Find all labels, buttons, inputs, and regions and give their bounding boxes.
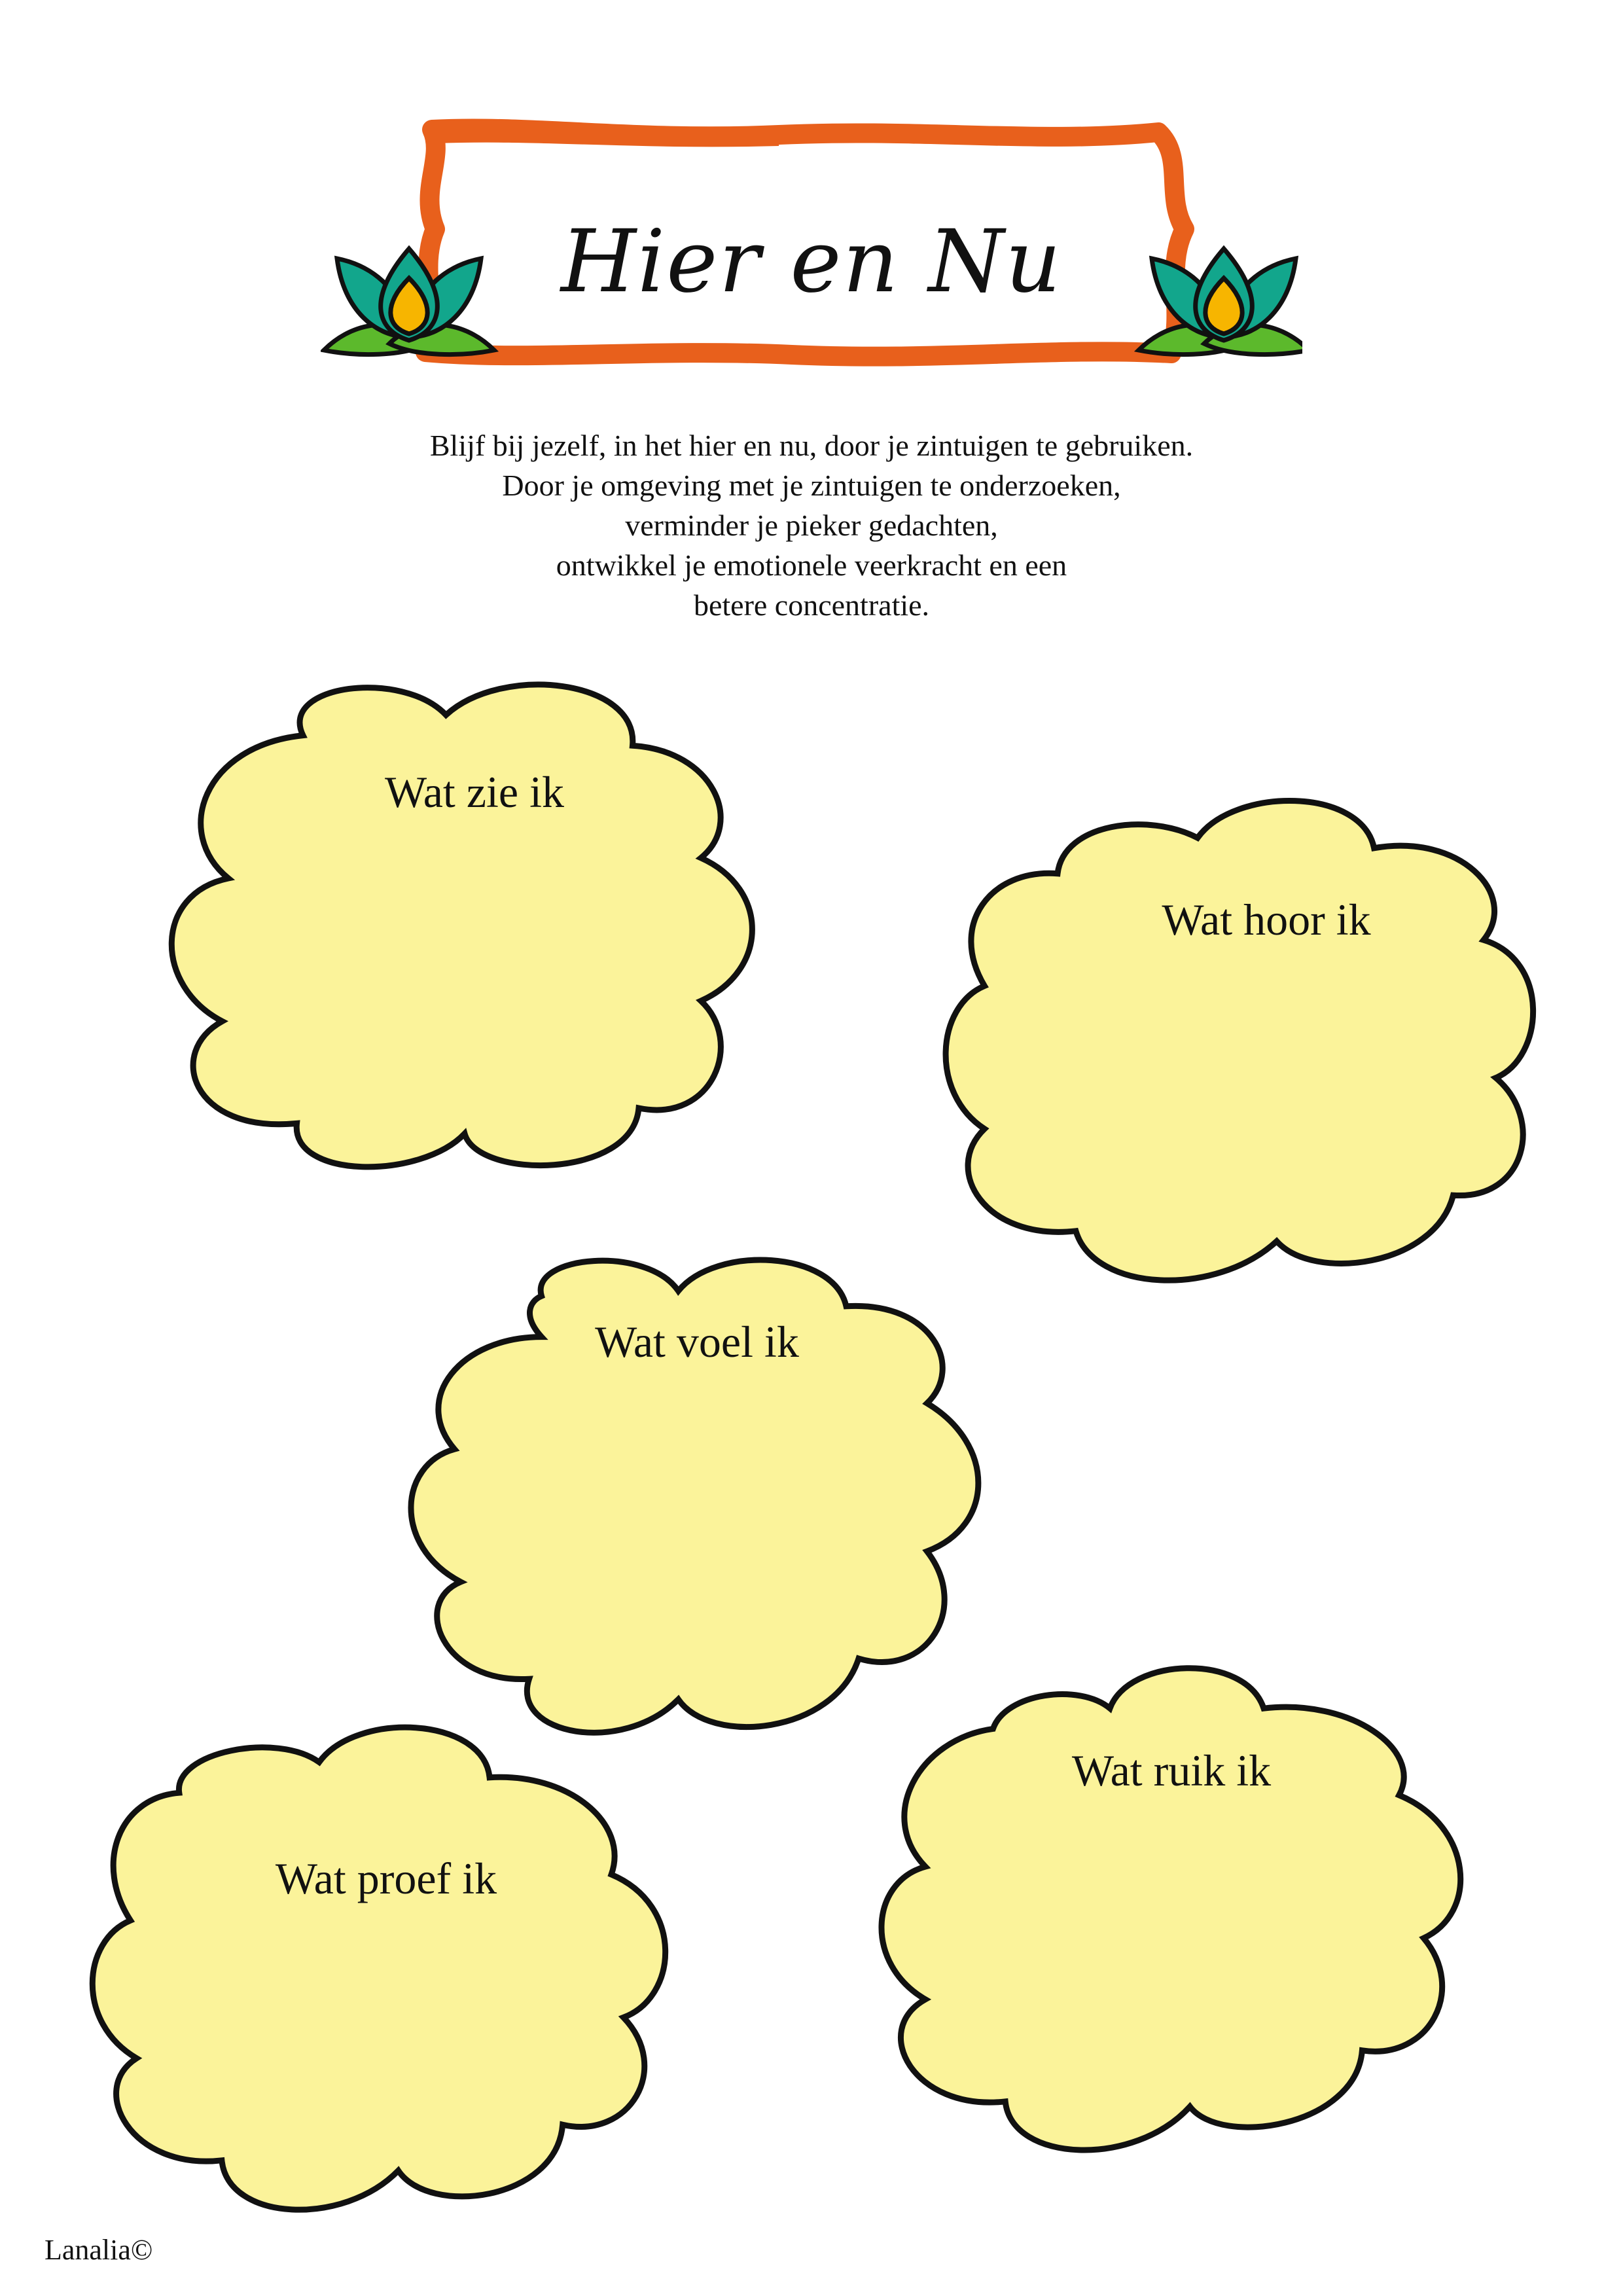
- intro-line: ontwikkel je emotionele veerkracht en een: [556, 548, 1067, 582]
- intro-line: betere concentratie.: [693, 588, 930, 622]
- cloud-shape: [82, 1721, 690, 2232]
- cloud-label: Wat proef ik: [275, 1854, 497, 1903]
- intro-line: verminder je pieker gedachten,: [625, 509, 998, 542]
- cloud-shape: [936, 792, 1544, 1302]
- cloud-shape: [154, 674, 776, 1185]
- cloud-shape: [864, 1662, 1479, 2173]
- cloud-label: Wat ruik ik: [1071, 1746, 1272, 1795]
- cloud-see[interactable]: [154, 674, 776, 1185]
- cloud-hear[interactable]: [936, 792, 1544, 1302]
- cloud-label: Wat voel ik: [595, 1317, 799, 1367]
- cloud-label: Wat hoor ik: [1162, 895, 1371, 944]
- intro-line: Door je omgeving met je zintuigen te onderzoeken,: [502, 469, 1121, 502]
- intro-line: Blijf bij jezelf, in het hier en nu, door je zintuigen te gebruiken.: [429, 429, 1194, 462]
- cloud-smell[interactable]: [864, 1662, 1479, 2173]
- intro-text: [275, 425, 1348, 625]
- copyright-credit: Lanalia©: [45, 2234, 153, 2266]
- cloud-taste[interactable]: [82, 1721, 690, 2232]
- cloud-label: Wat zie ik: [385, 767, 564, 817]
- page-title: Hier en Nu: [560, 211, 1063, 312]
